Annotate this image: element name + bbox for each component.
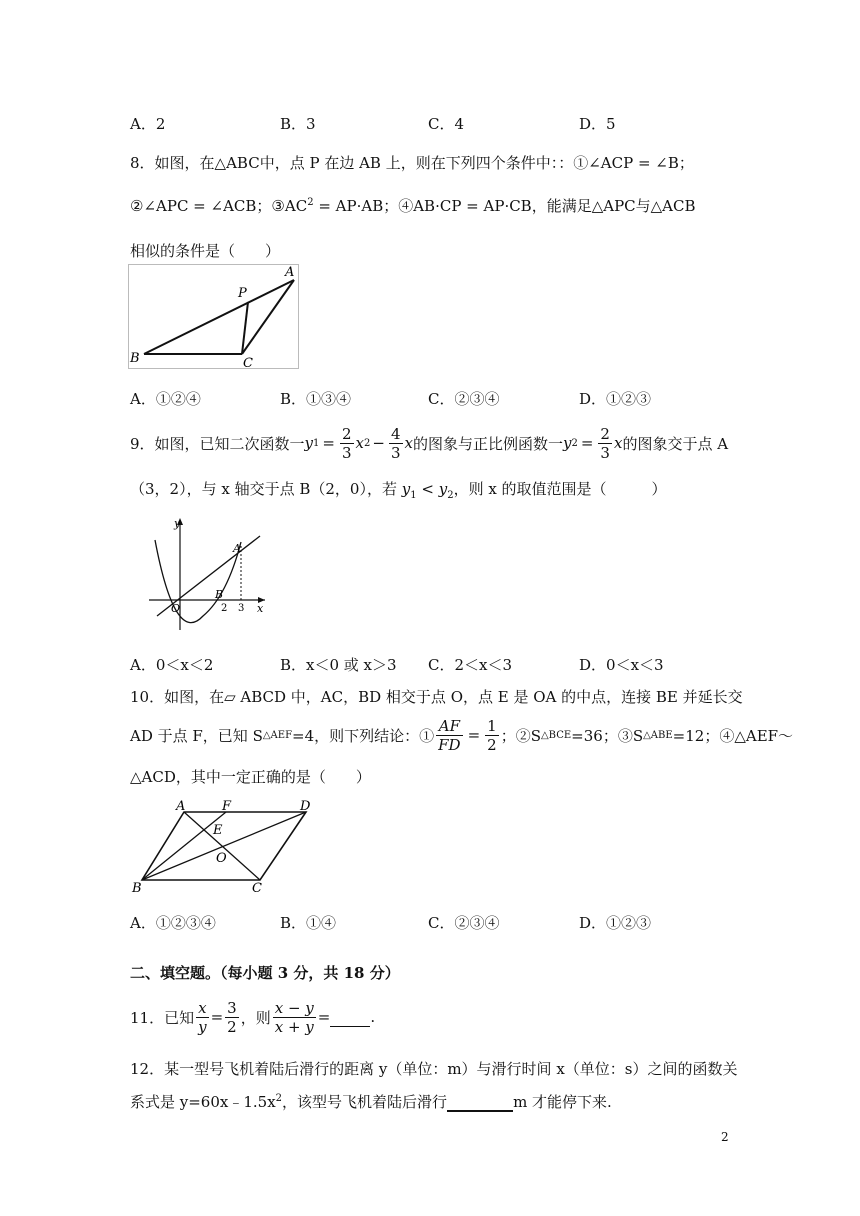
label-y: y xyxy=(174,517,181,530)
q8-line-2: ②∠APC = ∠ACB；$③AC^2 = AP\cdot AB$；④AB·CP = AP·CB，能满足△APC与△ACB xyxy=(130,197,696,215)
q9-line-1: 9．如图，已知二次函数一 y 1 = $\frac{2}{3}$ x 2 − $\frac{4}{3}$ x 的图象与正比例函数一 y 2 = $\frac{2}{3}$ x 的图象交于点 A xyxy=(130,424,729,462)
q7-option-c: C．4 xyxy=(428,115,465,133)
label-f: F xyxy=(222,799,232,814)
q9-option-c: C．2＜x＜3 xyxy=(428,656,513,674)
q8-line-3: 相似的条件是（ ） xyxy=(130,242,281,260)
segment-ca xyxy=(242,280,294,354)
q9-options xyxy=(130,654,750,676)
q7-option-d: D．5 xyxy=(579,115,616,133)
q10-parallelogram-figure xyxy=(130,798,322,898)
q10-option-b: B．①④ xyxy=(280,914,337,932)
label-c: C xyxy=(252,881,262,896)
q8-line-1: 8．如图，在△ABC中，点 P 在边 AB 上，则在下列四个条件中：：①∠ACP = ∠B； xyxy=(130,154,694,172)
parabola-y1 xyxy=(155,540,241,623)
q9-graph-figure xyxy=(145,512,270,632)
label-p: P xyxy=(238,286,247,301)
page-number: 2 xyxy=(721,1130,729,1144)
label-a: A xyxy=(233,542,241,555)
q10-option-a: A．①②③④ xyxy=(130,914,216,932)
label-x: x xyxy=(257,602,264,615)
q8-option-d: D．①②③ xyxy=(579,390,652,408)
q9-line-2: （3，2），与 x 轴交于点 B（2，0），若 $y_1 < y_2$，则 x 的取值范围是（ ） xyxy=(130,480,667,501)
label-b: B xyxy=(215,588,224,601)
label-e: E xyxy=(213,823,223,838)
figure-frame xyxy=(129,265,299,369)
q10-option-d: D．①②③ xyxy=(579,914,652,932)
q12-answer-blank xyxy=(447,1094,513,1112)
label-b: B xyxy=(132,881,142,896)
q9-option-d: D．0＜x＜3 xyxy=(579,656,664,674)
q8-option-c: C．②③④ xyxy=(428,390,500,408)
q7-options xyxy=(130,113,750,135)
q9-option-a: A．0＜x＜2 xyxy=(130,656,214,674)
q8-options xyxy=(130,388,750,410)
label-c: C xyxy=(243,356,253,370)
q7-option-a: A．2 xyxy=(130,115,166,133)
label-d: D xyxy=(300,799,311,814)
tick-2: 2 xyxy=(221,603,228,614)
q12-line-1: 12．某一型号飞机着陆后滑行的距离 y（单位：m）与滑行时间 x（单位：s）之间的函数关 xyxy=(130,1060,738,1078)
q12-line-2: 系式是 $y=60x﹣1.5x^2$，该型号飞机着陆后滑行 m 才能停下来. xyxy=(130,1093,612,1111)
q10-line-2: AD 于点 F，已知 S △AEF =4，则下列结论：① $\frac{AF}{FD}$ = $\frac{1}{2}$ ；②S △BCE =36；③S △ABE =12；④△AEF～ xyxy=(130,716,794,754)
q11-line: 11．已知 $\frac{x}{y}$ = $\frac{3}{2}$ ，则 $\frac{x - y}{x + y}$ = . xyxy=(130,998,376,1036)
q8-option-b: B．①③④ xyxy=(280,390,352,408)
segment-ba xyxy=(144,280,294,354)
label-o: O xyxy=(216,851,227,866)
q8-triangle-figure xyxy=(128,264,300,370)
q10-line-1: 10．如图，在▱ ABCD 中，AC，BD 相交于点 O，点 E 是 OA 的中点，连接 BE 并延长交 xyxy=(130,688,743,706)
diagonal-bd xyxy=(142,812,306,880)
label-a: A xyxy=(285,265,295,280)
tick-3: 3 xyxy=(238,603,245,614)
q7-option-b: B．3 xyxy=(280,115,316,133)
label-b: B xyxy=(130,351,140,366)
label-o: O xyxy=(171,602,181,615)
q10-option-c: C．②③④ xyxy=(428,914,500,932)
q10-line-3: △ACD，其中一定正确的是（ ） xyxy=(130,768,371,786)
label-a: A xyxy=(176,799,186,814)
section-2-heading: 二、填空题。（每小题 3 分，共 18 分） xyxy=(130,964,400,982)
q9-option-b: B．x＜0 或 x＞3 xyxy=(280,656,397,674)
q11-answer-blank xyxy=(330,1008,370,1027)
q10-options xyxy=(130,912,750,934)
q8-option-a: A．①②④ xyxy=(130,390,201,408)
